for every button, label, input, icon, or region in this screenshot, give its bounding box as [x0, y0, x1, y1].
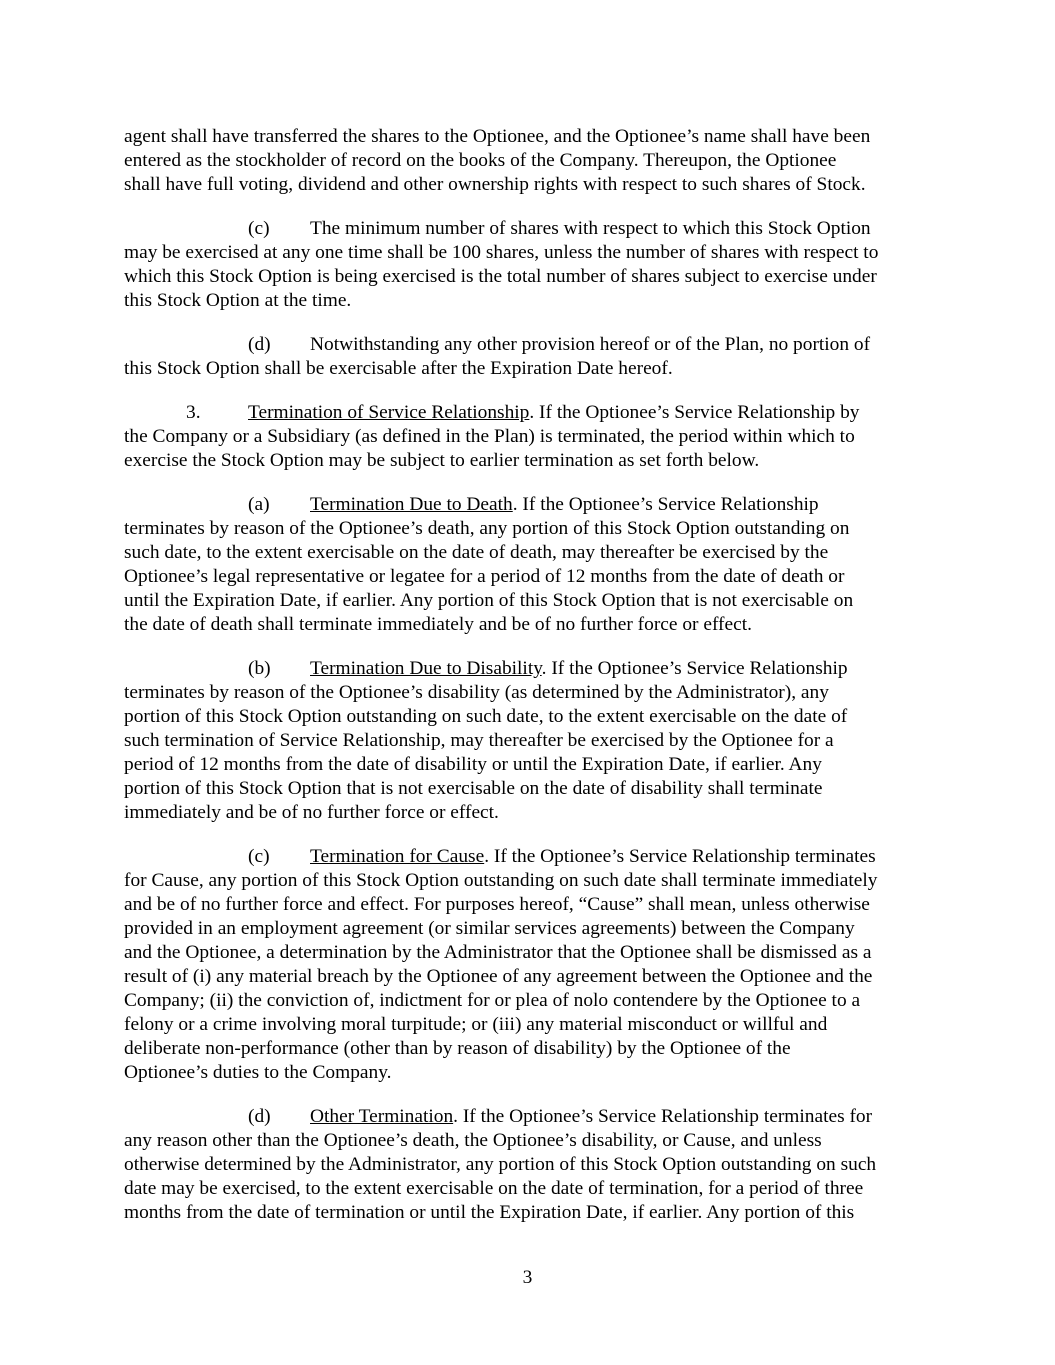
- text-line: terminates by reason of the Optionee’s death, any portion of this Stock Option outstanding on: [124, 518, 850, 539]
- subsection-heading: Termination for Cause: [310, 846, 485, 867]
- text-line: the Company or a Subsidiary (as defined in the Plan) is terminated, the period within which to: [124, 426, 855, 447]
- paragraph-c-minimum-shares: [124, 217, 930, 313]
- paragraph-first-line: [124, 657, 930, 681]
- paragraph-label: (d): [248, 1106, 271, 1127]
- paragraph-label: (c): [248, 218, 270, 239]
- subsection-heading: Termination Due to Disability: [310, 658, 542, 679]
- subsection-heading: Termination Due to Death: [310, 494, 513, 515]
- text-line: such termination of Service Relationship, may thereafter be exercised by the Optionee for a: [124, 730, 834, 751]
- text-line: for Cause, any portion of this Stock Option outstanding on such date shall terminate immediately: [124, 870, 878, 891]
- text-line: felony or a crime involving moral turpitude; or (iii) any material misconduct or willful and: [124, 1014, 828, 1035]
- text-line: such date, to the extent exercisable on the date of death, may thereafter be exercised by the: [124, 542, 829, 563]
- text-line: Company; (ii) the conviction of, indictment for or plea of nolo contendere by the Optionee to a: [124, 990, 861, 1011]
- text-line: provided in an employment agreement (or similar services agreements) between the Company: [124, 918, 855, 939]
- section-3-termination: [124, 401, 930, 473]
- subsection-a-death: [124, 493, 930, 637]
- paragraph-first-line: [124, 217, 930, 241]
- text-line: portion of this Stock Option that is not exercisable on the date of disability shall terminate: [124, 778, 823, 799]
- text-line: agent shall have transferred the shares to the Optionee, and the Optionee’s name shall have been: [124, 126, 871, 147]
- text-line: terminates by reason of the Optionee’s disability (as determined by the Administrator), any: [124, 682, 829, 703]
- paragraph-text: . If the Optionee’s Service Relationship: [541, 658, 848, 679]
- text-line: and be of no further force and effect. For purposes hereof, “Cause” shall mean, unless otherwise: [124, 894, 870, 915]
- subsection-c-cause: [124, 845, 930, 1085]
- text-line: this Stock Option at the time.: [124, 290, 352, 311]
- paragraph-text: . If the Optionee’s Service Relationship terminates for: [453, 1106, 873, 1127]
- text-line: shall have full voting, dividend and other ownership rights with respect to such shares of Stock.: [124, 174, 866, 195]
- paragraph-continuation: [124, 125, 930, 197]
- text-line: until the Expiration Date, if earlier. Any portion of this Stock Option that is not exercisable on: [124, 590, 854, 611]
- text-line: Optionee’s legal representative or legatee for a period of 12 months from the date of death or: [124, 566, 845, 587]
- section-number: 3.: [186, 402, 201, 423]
- text-line: which this Stock Option is being exercised is the total number of shares subject to exercise under: [124, 266, 877, 287]
- text-line: may be exercised at any one time shall be 100 shares, unless the number of shares with respect to: [124, 242, 879, 263]
- paragraph-first-line: [124, 845, 930, 869]
- text-line: the date of death shall terminate immediately and be of no further force or effect.: [124, 614, 752, 635]
- text-line: otherwise determined by the Administrator, any portion of this Stock Option outstanding on such: [124, 1154, 877, 1175]
- paragraph-first-line: [124, 493, 930, 517]
- paragraph-label: (c): [248, 846, 270, 867]
- text-line: deliberate non-performance (other than by reason of disability) by the Optionee of the: [124, 1038, 791, 1059]
- subsection-d-other: [124, 1105, 930, 1225]
- document-page: [124, 125, 930, 1225]
- paragraph-label: (a): [248, 494, 270, 515]
- subsection-heading: Other Termination: [310, 1106, 454, 1127]
- section-first-line: [124, 401, 930, 425]
- text-line: exercise the Stock Option may be subject to earlier termination as set forth below.: [124, 450, 760, 471]
- section-text: . If the Optionee’s Service Relationship by: [529, 402, 860, 423]
- text-line: portion of this Stock Option outstanding on such date, to the extent exercisable on the date of: [124, 706, 848, 727]
- section-heading: Termination of Service Relationship: [248, 402, 530, 423]
- paragraph-text: Notwithstanding any other provision hereof or of the Plan, no portion of: [310, 334, 871, 355]
- paragraph-d-expiration: [124, 333, 930, 381]
- text-line: result of (i) any material breach by the Optionee of any agreement between the Optionee and the: [124, 966, 873, 987]
- text-line: and the Optionee, a determination by the Administrator that the Optionee shall be dismissed as a: [124, 942, 872, 963]
- paragraph-first-line: [124, 1105, 930, 1129]
- paragraph-text: The minimum number of shares with respect to which this Stock Option: [310, 218, 871, 239]
- text-line: entered as the stockholder of record on the books of the Company. Thereupon, the Optionee: [124, 150, 837, 171]
- text-line: immediately and be of no further force or effect.: [124, 802, 499, 823]
- paragraph-label: (b): [248, 658, 271, 679]
- text-line: date may be exercised, to the extent exercisable on the date of termination, for a period of three: [124, 1178, 864, 1199]
- subsection-b-disability: [124, 657, 930, 825]
- text-line: period of 12 months from the date of disability or until the Expiration Date, if earlier. Any: [124, 754, 822, 775]
- text-line: any reason other than the Optionee’s death, the Optionee’s disability, or Cause, and unless: [124, 1130, 822, 1151]
- paragraph-label: (d): [248, 334, 271, 355]
- paragraph-first-line: [124, 333, 930, 357]
- page-number: 3: [522, 1267, 533, 1288]
- text-line: Optionee’s duties to the Company.: [124, 1062, 392, 1083]
- text-line: this Stock Option shall be exercisable after the Expiration Date hereof.: [124, 358, 673, 379]
- text-line: months from the date of termination or until the Expiration Date, if earlier. Any portion of this: [124, 1202, 855, 1223]
- paragraph-text: . If the Optionee’s Service Relationship: [512, 494, 819, 515]
- paragraph-text: . If the Optionee’s Service Relationship terminates: [484, 846, 876, 867]
